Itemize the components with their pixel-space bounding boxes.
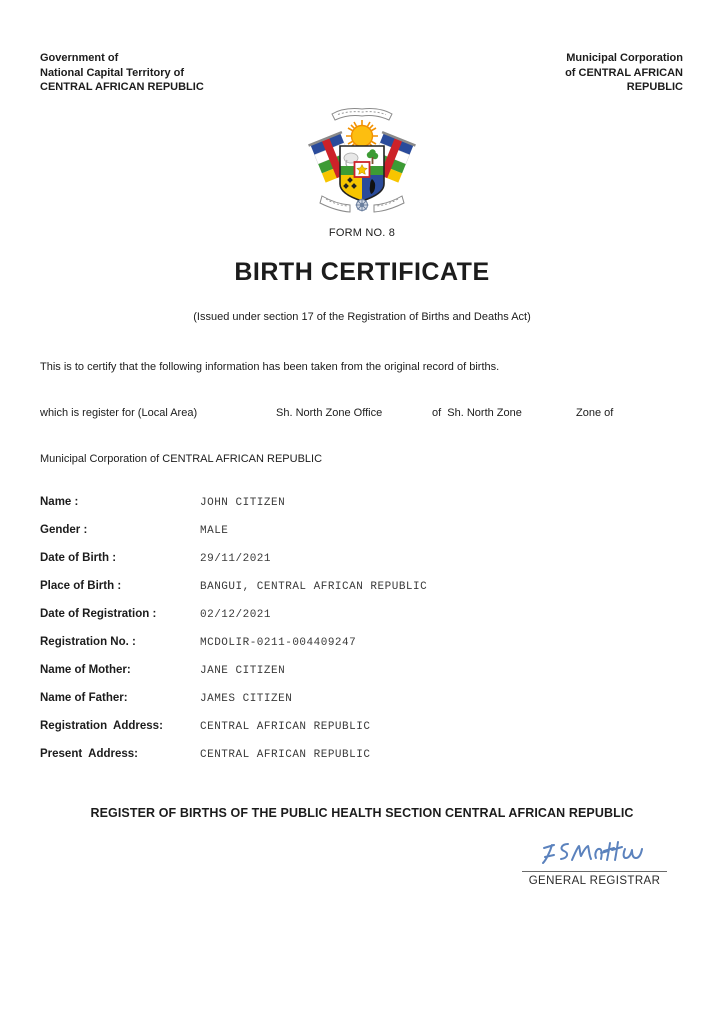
field-row-date-of-registration <box>40 608 684 636</box>
field-label: Name of Father: <box>40 692 128 704</box>
field-value: 02/12/2021 <box>200 609 272 621</box>
signature-line <box>522 871 667 872</box>
field-row-father-name <box>40 692 684 720</box>
field-label: Date of Registration : <box>40 608 157 620</box>
field-row-registration-address <box>40 720 684 748</box>
field-label: Present Address: <box>40 748 138 760</box>
field-row-date-of-birth <box>40 552 684 580</box>
field-label: Date of Birth : <box>40 552 117 564</box>
field-value: 29/11/2021 <box>200 553 272 565</box>
field-label: Registration Address: <box>40 720 163 732</box>
field-label: Registration No. : <box>40 636 136 648</box>
issuing-government-block <box>40 51 204 95</box>
field-value: MALE <box>200 525 229 537</box>
field-value: CENTRAL AFRICAN REPUBLIC <box>200 721 371 733</box>
field-value: JANE CITIZEN <box>200 665 286 677</box>
gov-line-3: CENTRAL AFRICAN REPUBLIC <box>40 81 204 93</box>
gov-line-1: Government of <box>40 52 119 64</box>
register-of-births-heading: REGISTER OF BIRTHS OF THE PUBLIC HEALTH SECTION CENTRAL AFRICAN REPUBLIC <box>90 806 634 820</box>
field-label: Place of Birth : <box>40 580 122 592</box>
field-row-present-address <box>40 748 684 776</box>
muni-line-3: REPUBLIC <box>626 81 683 93</box>
register-line-prefix: which is register for (Local Area) <box>40 407 198 419</box>
field-label: Name of Mother: <box>40 664 131 676</box>
coat-of-arms-icon <box>306 104 418 216</box>
field-value: CENTRAL AFRICAN REPUBLIC <box>200 749 371 761</box>
certificate-subtitle: (Issued under section 17 of the Registration of Births and Deaths Act) <box>193 311 531 323</box>
field-value: JOHN CITIZEN <box>200 497 286 509</box>
registrar-title: GENERAL REGISTRAR <box>528 875 661 887</box>
registrar-signature-icon <box>530 836 660 870</box>
certificate-fields <box>40 496 684 776</box>
corporation-line: Municipal Corporation of CENTRAL AFRICAN REPUBLIC <box>40 453 323 465</box>
field-label: Gender : <box>40 524 88 536</box>
certificate-title: BIRTH CERTIFICATE <box>234 258 490 286</box>
municipal-corporation-block <box>565 51 683 95</box>
form-number: FORM NO. 8 <box>328 227 396 239</box>
register-line-suffix: Zone of <box>576 407 614 419</box>
field-value: MCDOLIR-0211-004409247 <box>200 637 357 649</box>
zone-value: of Sh. North Zone <box>432 407 522 419</box>
field-row-place-of-birth <box>40 580 684 608</box>
field-value: BANGUI, CENTRAL AFRICAN REPUBLIC <box>200 581 428 593</box>
field-label: Name : <box>40 496 79 508</box>
gov-line-2: National Capital Territory of <box>40 66 185 79</box>
muni-line-1: Municipal Corporation <box>566 52 683 64</box>
field-row-gender <box>40 524 684 552</box>
field-row-name <box>40 496 684 524</box>
field-row-mother-name <box>40 664 684 692</box>
field-value: JAMES CITIZEN <box>200 693 293 705</box>
muni-line-2: of CENTRAL AFRICAN <box>565 66 683 79</box>
field-row-registration-no <box>40 636 684 664</box>
registrar-signature-block <box>522 836 667 887</box>
certify-statement: This is to certify that the following information has been taken from the original record of births. <box>40 361 500 373</box>
zone-office-value: Sh. North Zone Office <box>276 407 383 419</box>
